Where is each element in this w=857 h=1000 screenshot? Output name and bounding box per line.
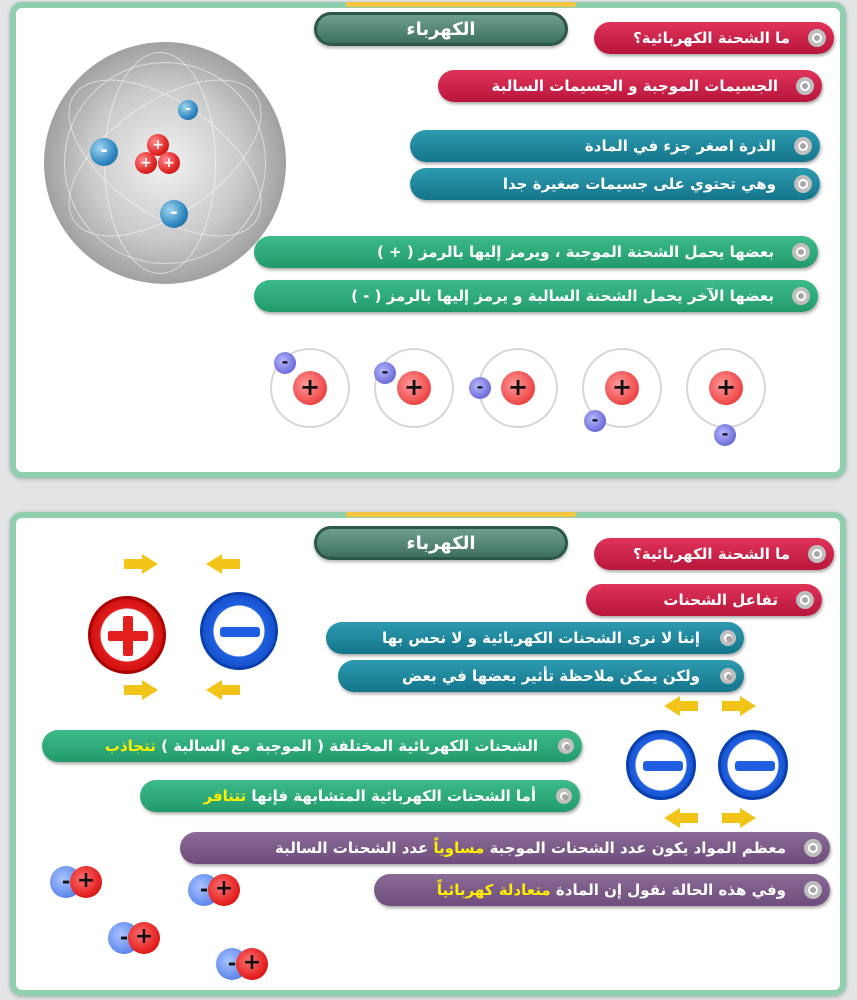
bullet-icon (808, 545, 826, 563)
bullet-what-is-charge[interactable] (594, 538, 834, 570)
bullet-text: الذرة اصغر جزء في المادة (584, 137, 776, 155)
bullet-icon (556, 788, 572, 804)
bullet-equal-charges[interactable] (180, 832, 830, 864)
bullet-atom-smallest[interactable] (410, 130, 820, 162)
highlight-repel: تتنافر (203, 787, 247, 805)
neutral-charge-pair (108, 920, 168, 956)
bullet-attraction[interactable] (42, 730, 582, 762)
bullet-text: وفي هذه الحالة نقول إن المادة (555, 881, 786, 899)
bullet-icon (796, 591, 814, 609)
slide-title: الكهرباء (314, 526, 568, 560)
bullet-icon (804, 881, 822, 899)
bullet-text: ما الشحنة الكهربائية؟ (633, 29, 790, 47)
bullet-icon (792, 243, 810, 261)
bullet-text: معظم المواد يكون عدد الشحنات الموجبة (489, 839, 786, 857)
bullet-text: ما الشحنة الكهربائية؟ (633, 545, 790, 563)
positive-symbol: + (128, 922, 160, 954)
bullet-icon (558, 738, 574, 754)
proton: + (158, 152, 180, 174)
electron: - (160, 200, 188, 228)
attraction-arrow-icon (206, 554, 240, 574)
neutral-charge-pair (50, 864, 110, 900)
bullet-icon (808, 29, 826, 47)
neutral-charge-pair (216, 946, 276, 982)
bullet-neutral-matter[interactable] (374, 874, 830, 906)
title-accent (346, 2, 576, 7)
repulsion-arrow-icon (722, 808, 756, 828)
negative-symbol: - (50, 866, 82, 898)
negative-charge-icon (718, 730, 788, 800)
negative-charge-icon (200, 592, 278, 670)
slide-charge-interaction (10, 512, 846, 996)
positive-symbol: + (208, 874, 240, 906)
electron-symbol: - (714, 424, 736, 446)
bullet-text: ولكن يمكن ملاحظة تأثير بعضها في بعض (402, 667, 700, 685)
slide-atom-charges (10, 2, 846, 478)
repulsion-arrow-icon (664, 696, 698, 716)
negative-symbol: - (108, 922, 140, 954)
highlight-attract: تتجاذب (104, 737, 156, 755)
title-accent (346, 512, 576, 517)
atom-sphere-illustration (44, 42, 286, 284)
proton-symbol: + (293, 371, 327, 405)
proton-symbol: + (605, 371, 639, 405)
positive-symbol: + (70, 866, 102, 898)
attraction-arrow-icon (124, 554, 158, 574)
bullet-icon (792, 287, 810, 305)
electron-symbol: - (274, 352, 296, 374)
bullet-text: تفاعل الشحنات (663, 591, 778, 609)
bullet-charge-interaction[interactable] (586, 584, 822, 616)
bullet-icon (794, 175, 812, 193)
bullet-cannot-see-charges[interactable] (326, 622, 744, 654)
positive-symbol: + (236, 948, 268, 980)
negative-charge-icon (626, 730, 696, 800)
bullet-text: وهي تحتوي على جسيمات صغيرة جدا (502, 175, 776, 193)
negative-symbol: - (216, 948, 248, 980)
bullet-what-is-charge[interactable] (594, 22, 834, 54)
bullet-text: عدد الشحنات السالبة (275, 839, 429, 857)
bullet-text: بعضها الآخر يحمل الشحنة السالبة و يرمز إليها بالرمز ( - ) (351, 287, 774, 305)
negative-symbol: - (188, 874, 220, 906)
bullet-text: إننا لا نرى الشحنات الكهربائية و لا نحس بها (381, 629, 700, 647)
bullet-icon (796, 77, 814, 95)
repulsion-arrow-icon (664, 808, 698, 828)
electron-symbol: - (374, 362, 396, 384)
bullet-notice-effect[interactable] (338, 660, 744, 692)
bullet-repulsion[interactable] (140, 780, 580, 812)
proton: + (147, 134, 169, 156)
attraction-arrow-icon (206, 680, 240, 700)
bullet-positive-negative-particles[interactable] (438, 70, 822, 102)
bullet-icon (720, 630, 736, 646)
electron: - (90, 138, 118, 166)
bullet-icon (804, 839, 822, 857)
slide-title: الكهرباء (314, 12, 568, 46)
proton-symbol: + (709, 371, 743, 405)
positive-charge-icon (88, 596, 166, 674)
bullet-text: أما الشحنات الكهربائية المتشابهة فإنها (251, 787, 536, 805)
electron-symbol: - (469, 377, 491, 399)
repulsion-arrow-icon (722, 696, 756, 716)
electron: - (178, 100, 198, 120)
attraction-arrow-icon (124, 680, 158, 700)
bullet-positive-symbol[interactable] (254, 236, 818, 268)
bullet-tiny-particles[interactable] (410, 168, 820, 200)
highlight-equal: مساوياً (433, 839, 485, 857)
bullet-text: بعضها يحمل الشحنة الموجبة ، ويرمز إليها بالرمز ( + ) (376, 243, 774, 261)
proton: + (135, 152, 157, 174)
proton-symbol: + (501, 371, 535, 405)
bullet-icon (794, 137, 812, 155)
highlight-neutral: متعادلة كهربائياً (436, 881, 551, 899)
proton-symbol: + (397, 371, 431, 405)
bullet-text: الجسيمات الموجبة و الجسيمات السالبة (491, 77, 778, 95)
electron-symbol: - (584, 410, 606, 432)
bullet-icon (720, 668, 736, 684)
bullet-text: الشحنات الكهربائية المختلفة ( الموجبة مع السالبة ) (161, 737, 538, 755)
neutral-charge-pair (188, 872, 248, 908)
bullet-negative-symbol[interactable] (254, 280, 818, 312)
